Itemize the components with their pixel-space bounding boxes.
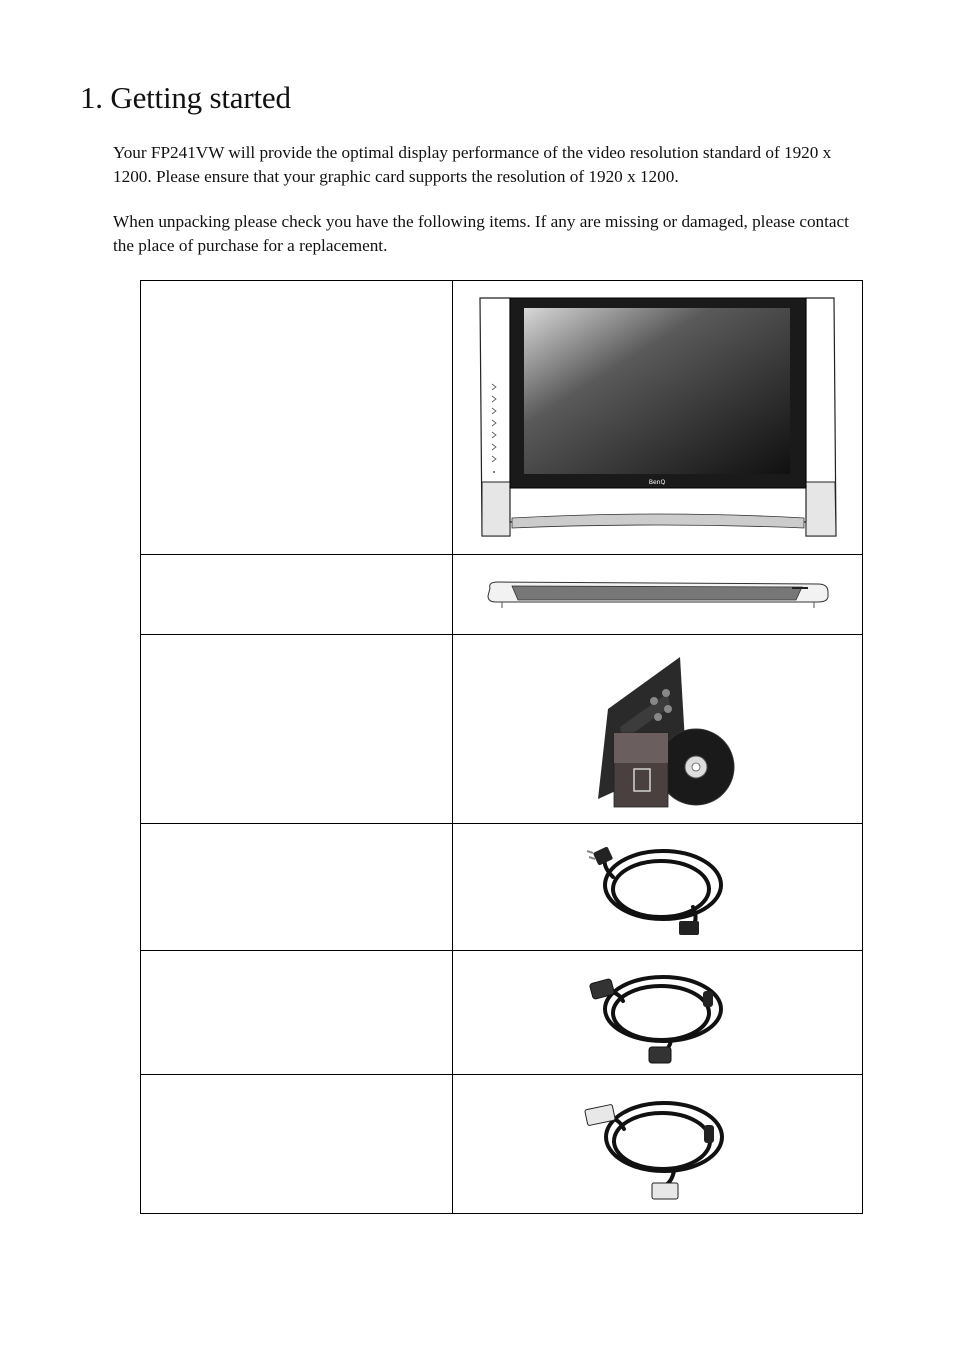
monitor-icon [476,296,840,540]
svg-text:BenQ: BenQ [648,478,665,486]
monitor-base-icon [482,572,834,618]
item-image-cell [453,635,863,824]
package-contents-table [140,280,863,1214]
cd-manual-icon [568,649,748,809]
item-image-cell [453,555,863,635]
power-cord-icon [583,837,733,937]
table-row [141,824,863,951]
item-description-cell [141,824,453,951]
table-row [141,555,863,635]
vga-cable-icon [583,961,733,1065]
item-image-cell [453,951,863,1075]
table-row [141,951,863,1075]
table-row [141,1075,863,1214]
item-image-cell [453,824,863,951]
table-row [141,281,863,555]
item-description-cell [141,555,453,635]
item-image-cell [453,281,863,555]
unpacking-paragraph: When unpacking please check you have the following items. If any are missing or damaged, please contact the place of purchase for a replacement. [113,212,849,255]
item-description-cell [141,951,453,1075]
item-image-cell [453,1075,863,1214]
page-title: 1. Getting started [80,80,291,115]
item-description-cell [141,1075,453,1214]
dvi-cable-icon [580,1085,736,1203]
table-row [141,635,863,824]
item-description-cell [141,281,453,555]
item-description-cell [141,635,453,824]
intro-paragraph: Your FP241VW will provide the optimal display performance of the video resolution standard of 1920 x 1200. Please ensure that your graphic card supports the resolution of 1920 x 1200. [113,143,832,186]
